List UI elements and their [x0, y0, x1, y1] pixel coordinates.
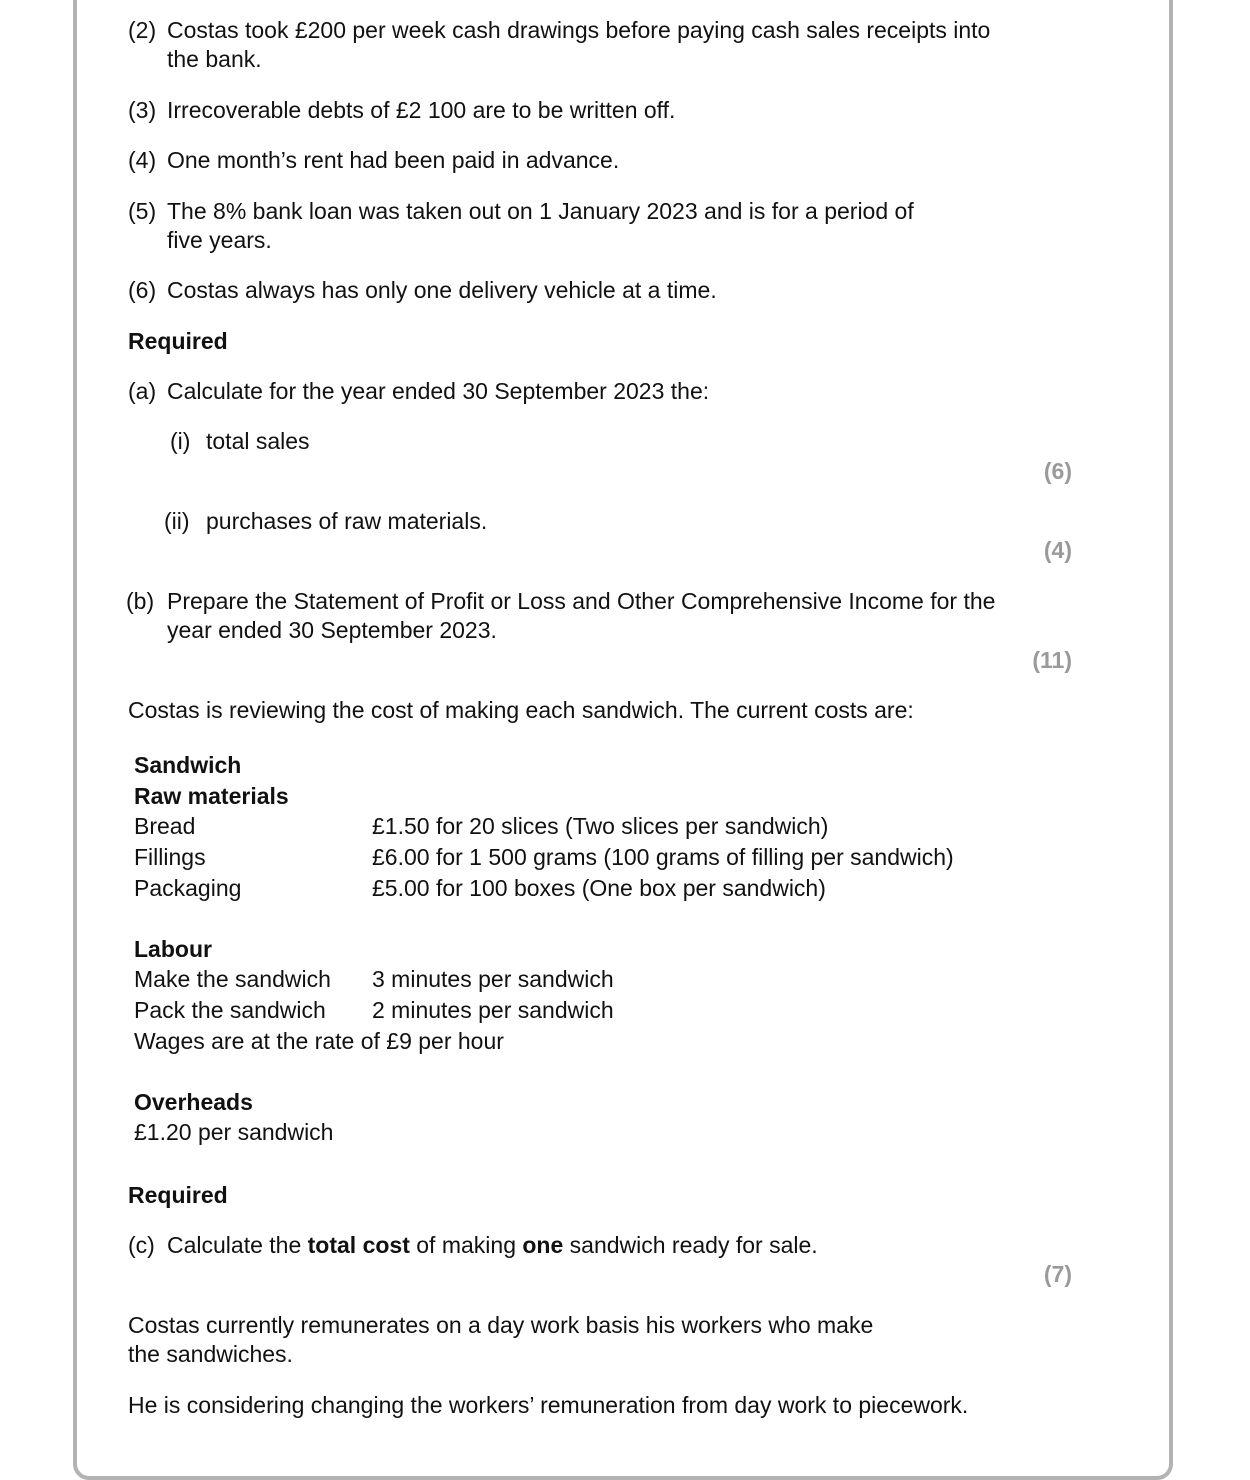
note-text: Costas took £200 per week cash drawings before paying cash sales receipts into — [167, 17, 991, 43]
cost-value: £1.50 for 20 slices (Two slices per sandwich) — [372, 813, 829, 839]
note-number: (4) — [128, 147, 157, 173]
marks-a-ii: (4) — [1043, 537, 1072, 563]
emphasis: one — [522, 1232, 564, 1258]
question-b-number: (b) — [126, 588, 155, 614]
cost-item: Bread — [134, 813, 196, 839]
overheads-heading: Overheads — [134, 1089, 253, 1115]
paragraph: Costas currently remunerates on a day work basis his workers who make — [128, 1312, 874, 1338]
cost-value: £5.00 for 100 boxes (One box per sandwich) — [372, 875, 826, 901]
question-b-text: Prepare the Statement of Profit or Loss and Other Comprehensive Income for the — [167, 588, 996, 614]
question-a-i-text: total sales — [206, 428, 310, 454]
note-number: (6) — [128, 277, 157, 303]
text: Calculate the — [167, 1232, 308, 1258]
question-c-text — [167, 1231, 818, 1260]
question-b-text: year ended 30 September 2023. — [167, 617, 497, 643]
labour-item: Make the sandwich — [134, 966, 331, 992]
intro-text: Costas is reviewing the cost of making each sandwich. The current costs are: — [128, 697, 914, 723]
overheads-value: £1.20 per sandwich — [134, 1119, 334, 1145]
paragraph: the sandwiches. — [128, 1341, 293, 1367]
note-text: Irrecoverable debts of £2 100 are to be written off. — [167, 97, 676, 123]
labour-item: Pack the sandwich — [134, 997, 326, 1023]
note-text: five years. — [167, 227, 272, 253]
marks-c: (7) — [1043, 1261, 1072, 1287]
note-number: (2) — [128, 17, 157, 43]
question-a-text: Calculate for the year ended 30 September 2023 the: — [167, 378, 710, 404]
emphasis: total cost — [307, 1232, 410, 1258]
question-a-i-number: (i) — [170, 428, 191, 454]
cost-item: Packaging — [134, 875, 242, 901]
required-heading-2: Required — [128, 1182, 228, 1208]
note-text: One month’s rent had been paid in advance. — [167, 147, 620, 173]
marks-a-i: (6) — [1043, 458, 1072, 484]
required-heading: Required — [128, 328, 228, 354]
raw-materials-heading: Raw materials — [134, 783, 289, 809]
question-a-ii-number: (ii) — [164, 508, 190, 534]
question-a-number: (a) — [128, 378, 157, 404]
sandwich-heading: Sandwich — [134, 752, 242, 778]
question-a-ii-text: purchases of raw materials. — [206, 508, 488, 534]
note-text: Costas always has only one delivery vehicle at a time. — [167, 277, 717, 303]
text: of making — [409, 1232, 523, 1258]
labour-value: 2 minutes per sandwich — [372, 997, 614, 1023]
cost-value: £6.00 for 1 500 grams (100 grams of filling per sandwich) — [372, 844, 954, 870]
text: sandwich ready for sale. — [563, 1232, 818, 1258]
marks-b: (11) — [1032, 647, 1072, 673]
labour-heading: Labour — [134, 936, 212, 962]
question-c-number: (c) — [128, 1232, 155, 1258]
wages-text: Wages are at the rate of £9 per hour — [134, 1028, 504, 1054]
cost-item: Fillings — [134, 844, 206, 870]
note-text: The 8% bank loan was taken out on 1 January 2023 and is for a period of — [167, 198, 914, 224]
note-text: the bank. — [167, 46, 262, 72]
labour-value: 3 minutes per sandwich — [372, 966, 614, 992]
paragraph: He is considering changing the workers’ remuneration from day work to piecework. — [128, 1392, 969, 1418]
note-number: (5) — [128, 198, 157, 224]
note-number: (3) — [128, 97, 157, 123]
